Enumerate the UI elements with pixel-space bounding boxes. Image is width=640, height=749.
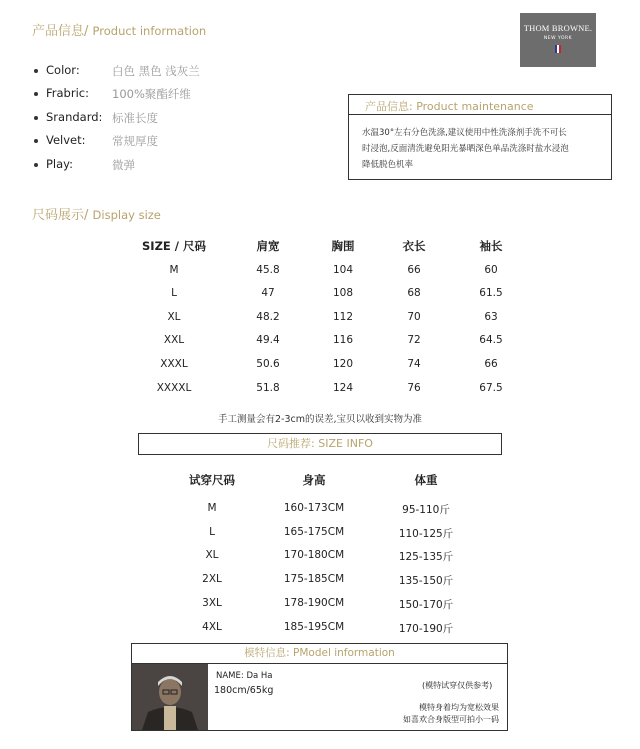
model-name: Da Ha	[246, 671, 273, 681]
size-table-cell: 112	[332, 311, 354, 323]
size-info-box	[138, 433, 502, 455]
bullet-icon	[34, 116, 38, 120]
size-table-cell: 49.4	[256, 334, 280, 346]
bullet-icon	[34, 163, 38, 167]
size-table-cell: 63	[484, 311, 498, 323]
model-title: 模特信息: PModel information	[244, 647, 395, 659]
product-info-title	[32, 20, 206, 39]
size-table-cell: 64.5	[479, 334, 503, 346]
attribute-row	[34, 157, 135, 172]
size-info-cell: 135-150斤	[398, 575, 454, 587]
size-table-cell: 60	[484, 264, 498, 276]
attribute-label: Frabric:	[46, 86, 89, 100]
size-table-cell: 66	[484, 358, 498, 370]
attribute-value: 白色 黑色 浅灰兰	[112, 64, 200, 78]
brand-logo	[520, 13, 596, 67]
size-info-cell: M	[207, 502, 217, 514]
size-info-header: 身高	[302, 473, 326, 487]
size-info-cell: 3XL	[202, 597, 222, 609]
attribute-value: 常规厚度	[112, 134, 158, 148]
attribute-row	[34, 86, 191, 101]
attribute-label: Velvet:	[46, 133, 86, 147]
product-info-title-en: Product information	[92, 24, 207, 38]
size-table-header: SIZE / 尺码	[142, 239, 206, 253]
attribute-label: Color:	[46, 63, 80, 77]
size-info-cell: XL	[205, 549, 219, 561]
size-info-cell: 125-135斤	[398, 551, 454, 563]
size-table-cell: XXXXL	[156, 382, 192, 394]
bullet-icon	[34, 69, 38, 73]
size-note: 手工测量会有2-3cm的误差,宝贝以收到实物为准	[217, 414, 422, 425]
size-table-cell: 70	[407, 311, 421, 323]
size-info-cell: 95-110斤	[402, 504, 450, 516]
size-info-cell: 178-190CM	[283, 597, 345, 609]
size-info-cell: 4XL	[202, 621, 222, 633]
maintenance-text-box	[348, 114, 612, 180]
model-tip-line2: 如喜欢合身版型可拍小一码	[403, 715, 499, 724]
model-note: (模特试穿仅供参考)	[422, 681, 493, 690]
bullet-icon	[34, 139, 38, 143]
size-info-cell: 175-185CM	[283, 573, 345, 585]
display-size-title-en: Display size	[92, 208, 161, 222]
maintenance-line: 降低脱色机率	[362, 160, 414, 170]
size-table-cell: 104	[332, 264, 354, 276]
size-info-cell: 2XL	[202, 573, 222, 585]
model-photo	[132, 664, 208, 730]
size-info-cell: L	[209, 526, 215, 538]
size-table-cell: XL	[167, 311, 181, 323]
model-title-box	[131, 643, 508, 663]
size-info-cell: 170-190斤	[398, 623, 454, 635]
size-info-cell: 110-125斤	[398, 528, 454, 540]
model-info-box	[131, 663, 508, 731]
model-name-label: NAME:	[216, 671, 244, 681]
model-tip-line1: 模特身着均为宽松效果	[419, 703, 499, 712]
attribute-value: 标准长度	[112, 111, 158, 125]
size-table-cell: M	[169, 264, 179, 276]
attribute-label: Srandard:	[46, 110, 103, 124]
size-info-title: 尺码推荐: SIZE INFO	[267, 437, 373, 450]
size-table-cell: 47	[261, 287, 275, 299]
size-table-cell: XXL	[163, 334, 185, 346]
product-info-title-cn: 产品信息/	[32, 24, 89, 39]
attribute-row	[34, 110, 158, 125]
bullet-icon	[34, 92, 38, 96]
display-size-title	[32, 204, 161, 223]
size-info-cell: 170-180CM	[283, 549, 345, 561]
attribute-value: 100%聚酯纤维	[112, 87, 191, 101]
attribute-row	[34, 63, 200, 78]
size-table-cell: 124	[332, 382, 354, 394]
brand-name: THOM BROWNE.	[523, 23, 593, 33]
size-table-cell: 51.8	[256, 382, 280, 394]
size-table-cell: 120	[332, 358, 354, 370]
size-table-header: 衣长	[402, 239, 426, 253]
size-table-cell: 50.6	[256, 358, 280, 370]
size-table-cell: 45.8	[256, 264, 280, 276]
size-table-cell: 67.5	[479, 382, 503, 394]
size-table-cell: 74	[407, 358, 421, 370]
size-table-cell: XXXL	[160, 358, 188, 370]
size-table-cell: 108	[332, 287, 354, 299]
size-table-cell: 116	[332, 334, 354, 346]
size-table-cell: 48.2	[256, 311, 280, 323]
display-size-title-cn: 尺码展示/	[32, 208, 89, 223]
size-table-cell: L	[171, 287, 177, 299]
attribute-row	[34, 133, 158, 148]
flag-icon	[555, 45, 561, 53]
size-table-header: 胸围	[331, 239, 355, 253]
size-table-cell: 66	[407, 264, 421, 276]
size-table-header: 肩宽	[256, 239, 280, 253]
size-info-cell: 160-173CM	[283, 502, 345, 514]
maintenance-line: 时浸泡,反面清洗避免阳光暴晒深色单品洗涤时盐水浸泡	[362, 144, 569, 154]
size-table-cell: 72	[407, 334, 421, 346]
size-info-cell: 185-195CM	[283, 621, 345, 633]
size-info-cell: 150-170斤	[398, 599, 454, 611]
attribute-label: Play:	[46, 157, 74, 171]
maintenance-title: 产品信息: Product maintenance	[365, 100, 534, 113]
size-info-header: 体重	[414, 473, 438, 487]
size-table-header: 袖长	[479, 239, 503, 253]
model-name-line	[216, 671, 273, 681]
maintenance-title-box	[348, 94, 612, 114]
size-table-cell: 76	[407, 382, 421, 394]
maintenance-line: 水温30°左右分色洗涤,建议使用中性洗涤剂手洗不可长	[362, 128, 567, 138]
maintenance-text	[362, 125, 569, 173]
size-info-cell: 165-175CM	[283, 526, 345, 538]
size-table-cell: 61.5	[479, 287, 503, 299]
model-stats: 180cm/65kg	[214, 685, 274, 696]
attribute-value: 微弹	[112, 158, 135, 172]
size-table-cell: 68	[407, 287, 421, 299]
brand-city: NEW YORK	[543, 36, 573, 41]
size-info-header: 试穿尺码	[189, 473, 235, 487]
